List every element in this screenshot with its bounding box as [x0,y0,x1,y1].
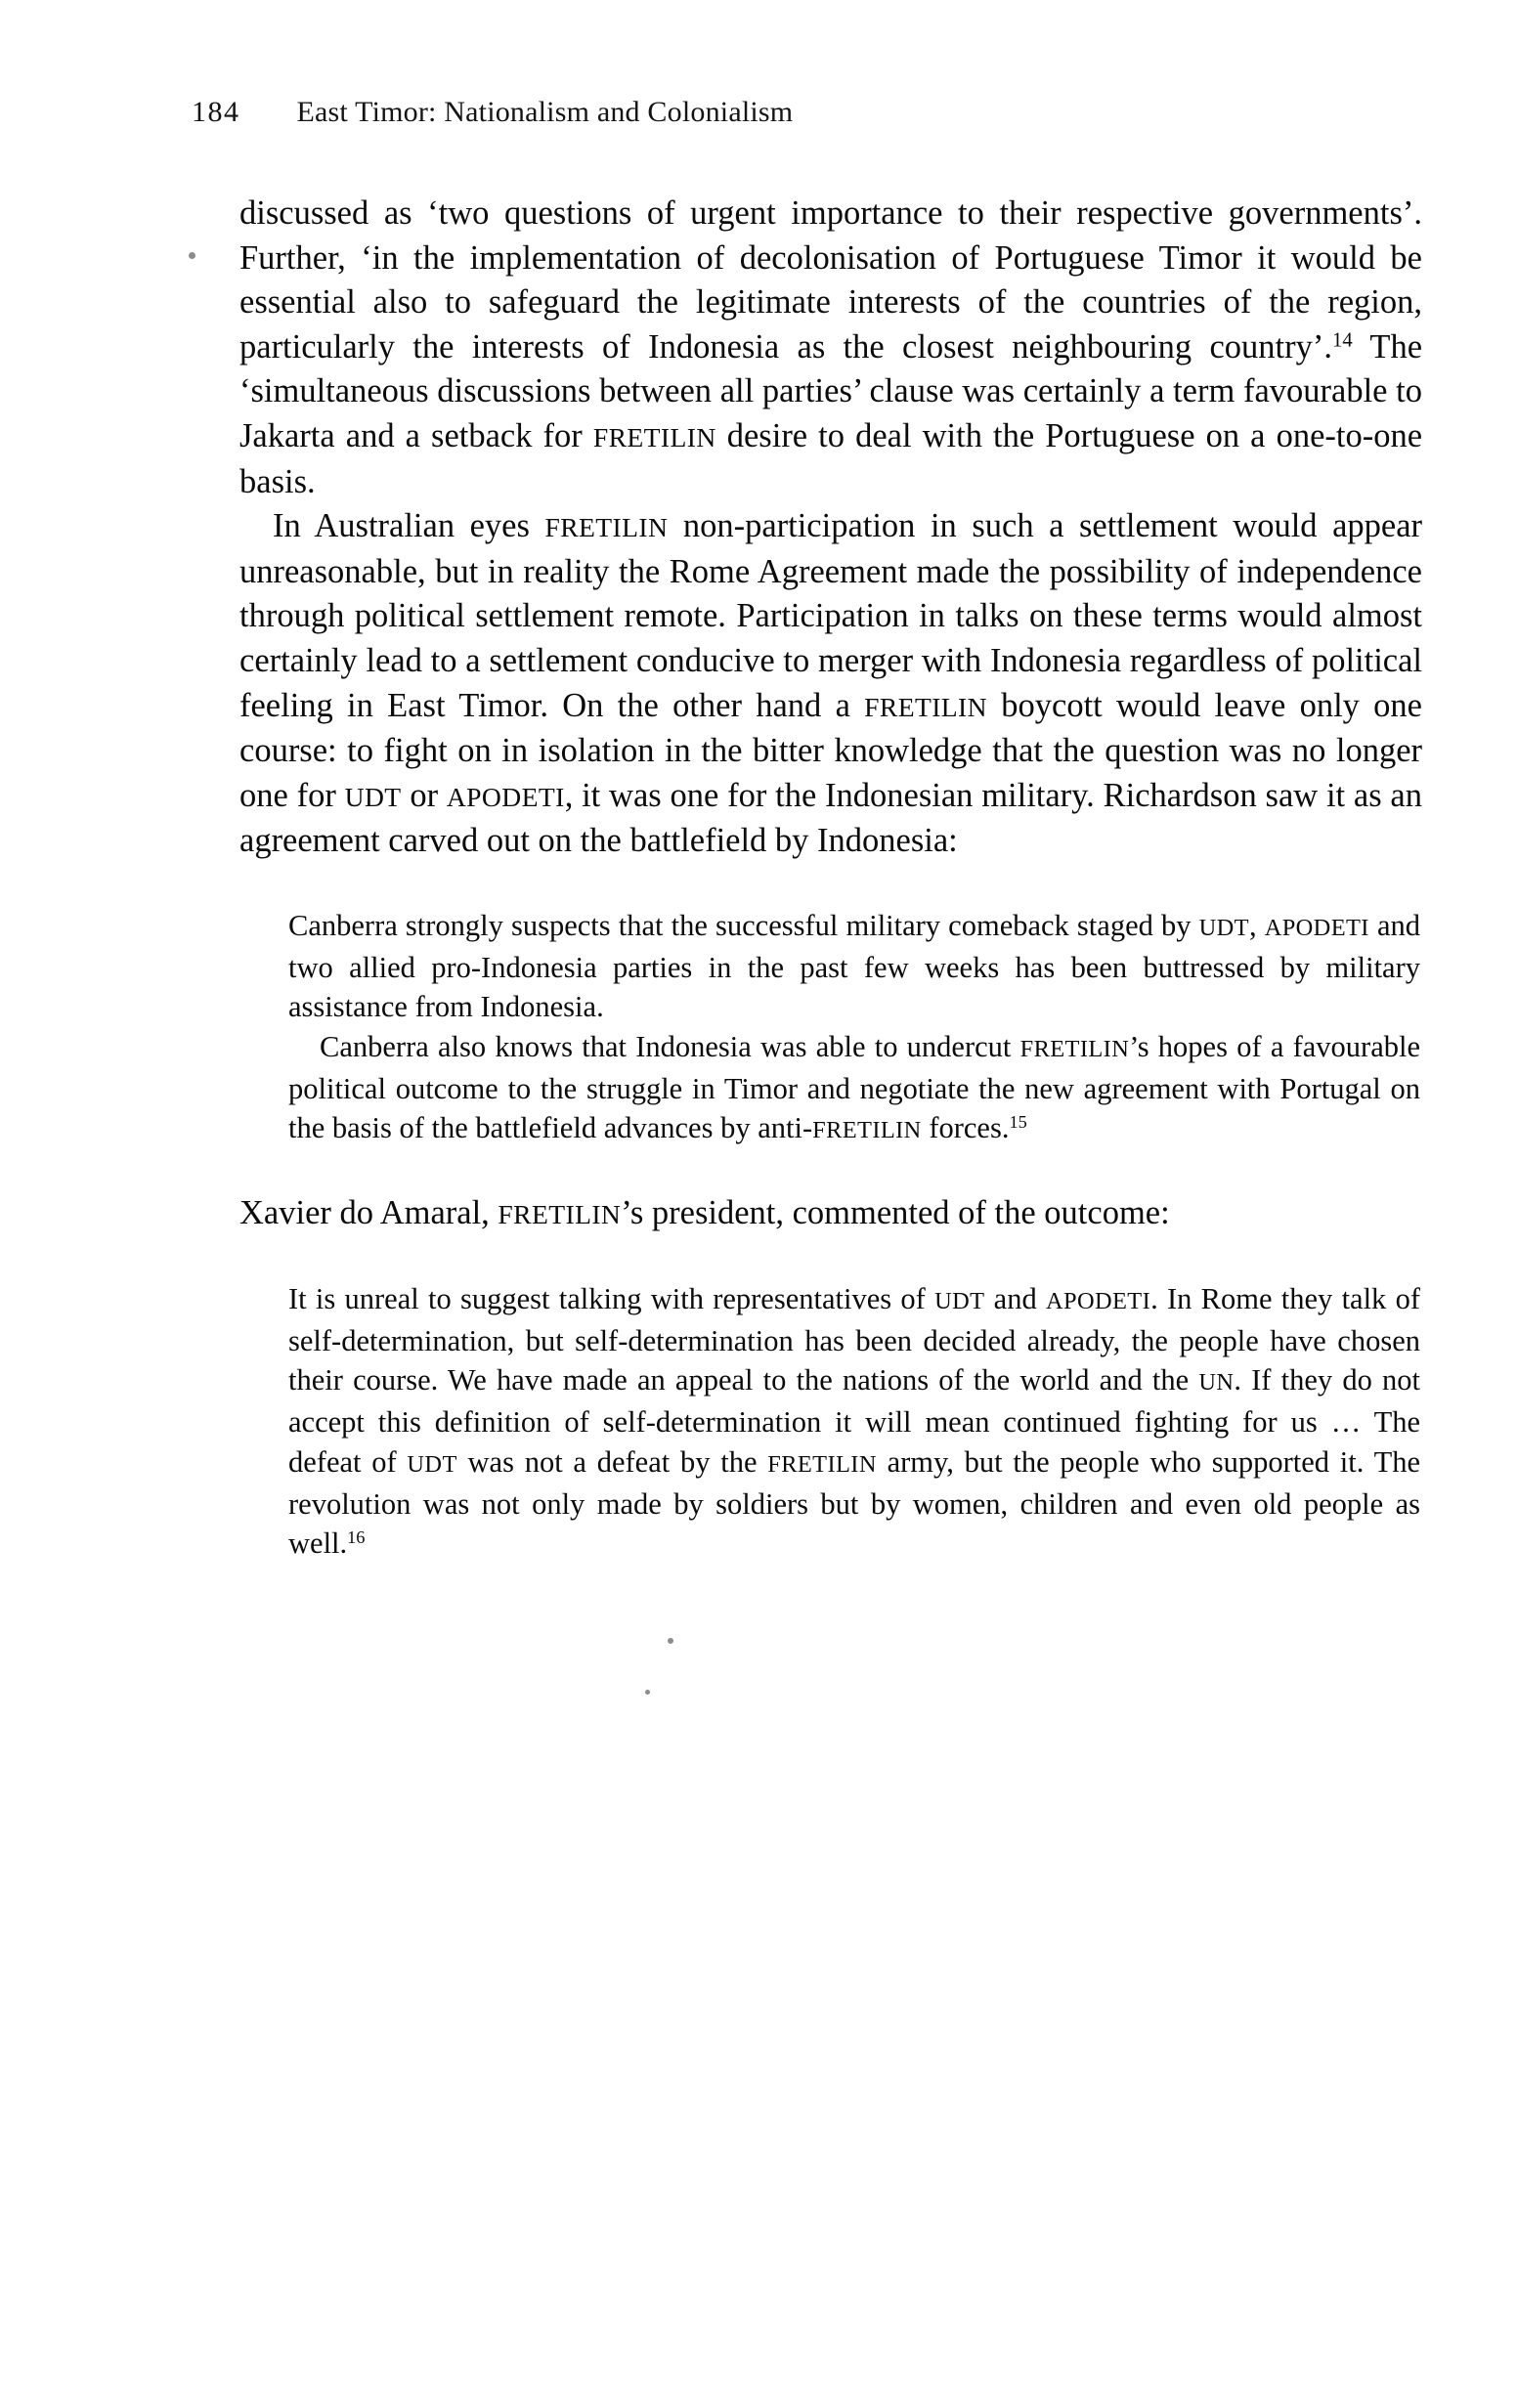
footnote-marker-14: 14 [1332,329,1353,352]
page-number: 184 [192,96,240,128]
spacer [239,1166,1422,1191]
quote-1-p1-part-1: Canberra strongly suspects that the successful military comeback staged by [288,908,1199,942]
quote-1-p2-part-1: Canberra also knows that Indonesia was able to undercut [320,1029,1020,1063]
smallcaps-udt: UDT [934,1287,985,1314]
paragraph-2-part-2: non-participation in such a settlement would appear unreasonable, but in reality the Rome Agreement made the possibility of independence through political settlement remote. Participation in talks on these terms would almost certainly lead to a settlement conducive to merger with Indonesia regardless of political feeling in East Timor. On the other hand a [239,507,1422,724]
quote-1-p2-part-3: forces. [921,1110,1010,1144]
quote-1-paragraph-2 [288,1027,1420,1151]
quote-2-p1-part-4: . If they do not accept this definition of self-determination it will mean continued fighting for us … The defeat of [288,1363,1420,1479]
blockquote-richardson [288,906,1420,1150]
scan-speckle-icon [189,252,195,259]
smallcaps-fretilin: FRETILIN [592,421,716,452]
footnote-marker-16: 16 [347,1526,366,1547]
quote-1-p2-part-2: ’s hopes of a favourable political outcome to the struggle in Timor and negotiate the new agreement with Portugal on the basis of the battlefield advances by anti- [288,1029,1420,1144]
quote-1-p1-part-2: , [1248,908,1265,942]
smallcaps-fretilin: FRETILIN [812,1116,922,1143]
spacer [239,864,1422,890]
smallcaps-fretilin: FRETILIN [864,691,987,722]
smallcaps-udt: UDT [344,781,402,812]
paragraph-2-part-3: boycott would leave only one course: to fight on in isolation in the bitter knowledge that the question was no longer one for [239,686,1422,814]
quote-2-p1-part-6: army, but the people who supported it. The revolution was not only made by soldiers but by women, children and even old people as well. [288,1444,1420,1560]
paragraph-2 [239,504,1422,864]
paragraph-1-part-3: desire to deal with the Portuguese on a one-to-one basis. [239,416,1423,500]
smallcaps-fretilin: FRETILIN [498,1199,622,1230]
spacer [239,1237,1422,1264]
smallcaps-apodeti: APODETI [1045,1287,1151,1314]
scan-speckle-icon [645,1690,650,1695]
smallcaps-udt: UDT [407,1450,457,1478]
paragraph-3 [239,1191,1422,1237]
blockquote-amaral [288,1279,1420,1563]
running-head [192,96,1325,139]
paragraph-2-part-4: or [401,776,447,814]
smallcaps-apodeti: APODETI [446,781,565,812]
text-column [239,192,1422,1578]
quote-2-paragraph-1 [288,1279,1420,1563]
scan-speckle-icon [668,1638,673,1644]
quote-2-p1-part-1: It is unreal to suggest talking with representatives of [288,1281,935,1315]
quote-1-paragraph-1 [288,906,1420,1027]
paragraph-2-part-5: , it was one for the Indonesian military. Richardson saw it as an agreement carved out on the battlefield by Indonesia: [239,776,1422,860]
smallcaps-fretilin: FRETILIN [767,1450,877,1478]
paragraph-1 [239,192,1422,504]
footnote-marker-15: 15 [1009,1111,1027,1132]
smallcaps-apodeti: APODETI [1264,914,1369,941]
paragraph-1-part-1: discussed as ‘two questions of urgent importance to their respective governments’. Further, ‘in the implementation of decolonisation of Portuguese Timor it would be essential also to safeguard the legitimate interests of the countries of the region, particularly the interests of Indonesia as the closest neighbouring country’. [239,194,1422,366]
paragraph-3-part-2: ’s president, commented of the outcome: [621,1194,1170,1232]
quote-2-p1-part-2: and [984,1281,1046,1315]
smallcaps-fretilin: FRETILIN [544,512,669,543]
paragraph-1-part-2: The ‘simultaneous discussions between all parties’ clause was certainly a term favourable to Jakarta and a setback for [239,327,1423,454]
quote-2-p1-part-3: . In Rome they talk of self-determination, but self-determination has been decided already, the people have chosen their course. We have made an appeal to the nations of the world and the [288,1281,1420,1398]
smallcaps-un: UN [1198,1369,1235,1397]
quote-1-p1-part-3: and two allied pro-Indonesia parties in the past few weeks has been buttressed by military assistance from Indonesia. [288,908,1420,1024]
running-head-title: East Timor: Nationalism and Colonialism [296,96,794,128]
quote-2-p1-part-5: was not a defeat by the [456,1444,768,1479]
paragraph-3-part-1: Xavier do Amaral, [239,1194,498,1232]
smallcaps-udt: UDT [1198,914,1249,941]
paragraph-2-part-1: In Australian eyes [273,507,545,545]
smallcaps-fretilin: FRETILIN [1019,1035,1130,1062]
